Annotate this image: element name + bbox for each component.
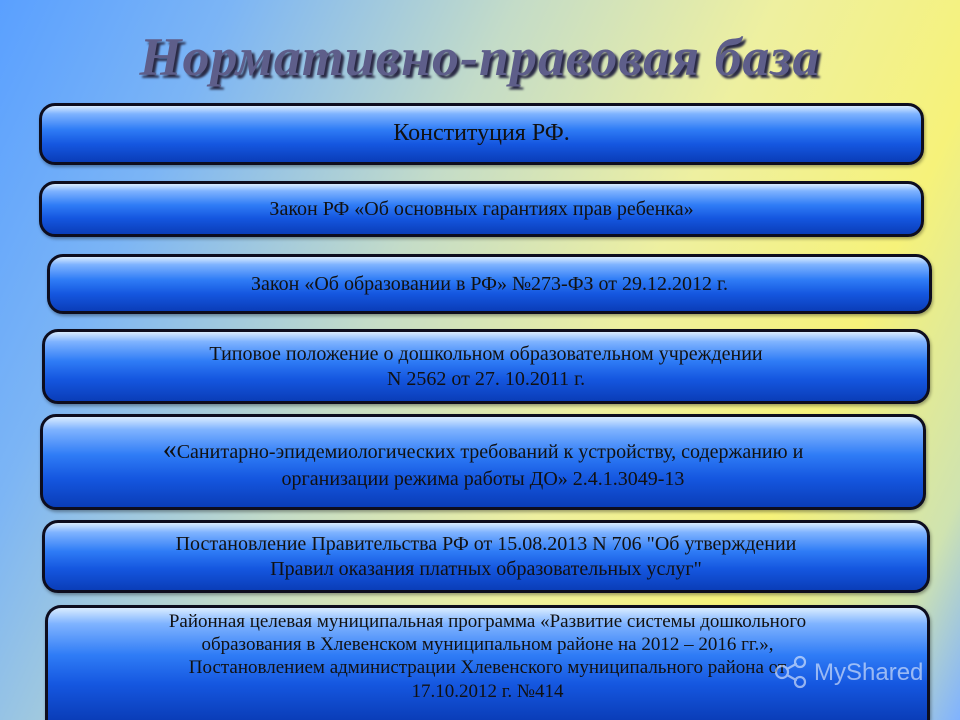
item-line: Конституция РФ. <box>393 120 570 147</box>
page-title: Нормативно-правовая база <box>139 27 821 87</box>
item-line: Районная целевая муниципальная программа «Развитие системы дошкольного <box>168 611 807 632</box>
item-line: Типовое положение о дошкольном образовательном учреждении <box>209 343 763 366</box>
item-line <box>163 433 804 467</box>
item-line: образования в Хлевенском муниципальном районе на 2012 – 2016 гг.», <box>201 634 774 656</box>
item-line: Постановлением администрации Хлевенского муниципального района от <box>188 657 787 679</box>
item-text <box>251 272 728 296</box>
item-line: Закон РФ «Об основных гарантиях прав ребенка» <box>269 197 694 220</box>
item-line: организации режима работы ДО» 2.4.1.3049-13 <box>281 467 685 490</box>
watermark-text: MyShared <box>814 659 924 686</box>
item-text <box>209 342 762 391</box>
item-text <box>176 532 797 581</box>
item-child-rights-law <box>39 181 924 237</box>
item-line: 17.10.2012 г. №414 <box>411 680 564 702</box>
item-text <box>393 119 569 148</box>
item-line: Закон «Об образовании в РФ» №273-ФЗ от 29.12.2012 г. <box>251 272 728 295</box>
item-text <box>269 197 693 221</box>
item-text <box>163 433 804 492</box>
item-line: N 2562 от 27. 10.2011 г. <box>386 367 586 390</box>
item-model-regulation <box>42 329 930 404</box>
item-line-text: Санитарно-эпидемиологических требований к устройству, содержанию и <box>176 440 804 463</box>
item-education-law <box>47 254 932 314</box>
item-government-decree <box>42 520 930 593</box>
item-line: Постановление Правительства РФ от 15.08.2013 N 706 "Об утверждении <box>175 533 797 556</box>
item-municipal-program <box>45 605 930 720</box>
item-constitution <box>39 103 924 165</box>
opening-quote: « <box>162 433 177 465</box>
item-sanitary-requirements <box>40 414 926 510</box>
item-text <box>169 610 806 703</box>
item-line: Правил оказания платных образовательных услуг" <box>270 557 702 580</box>
